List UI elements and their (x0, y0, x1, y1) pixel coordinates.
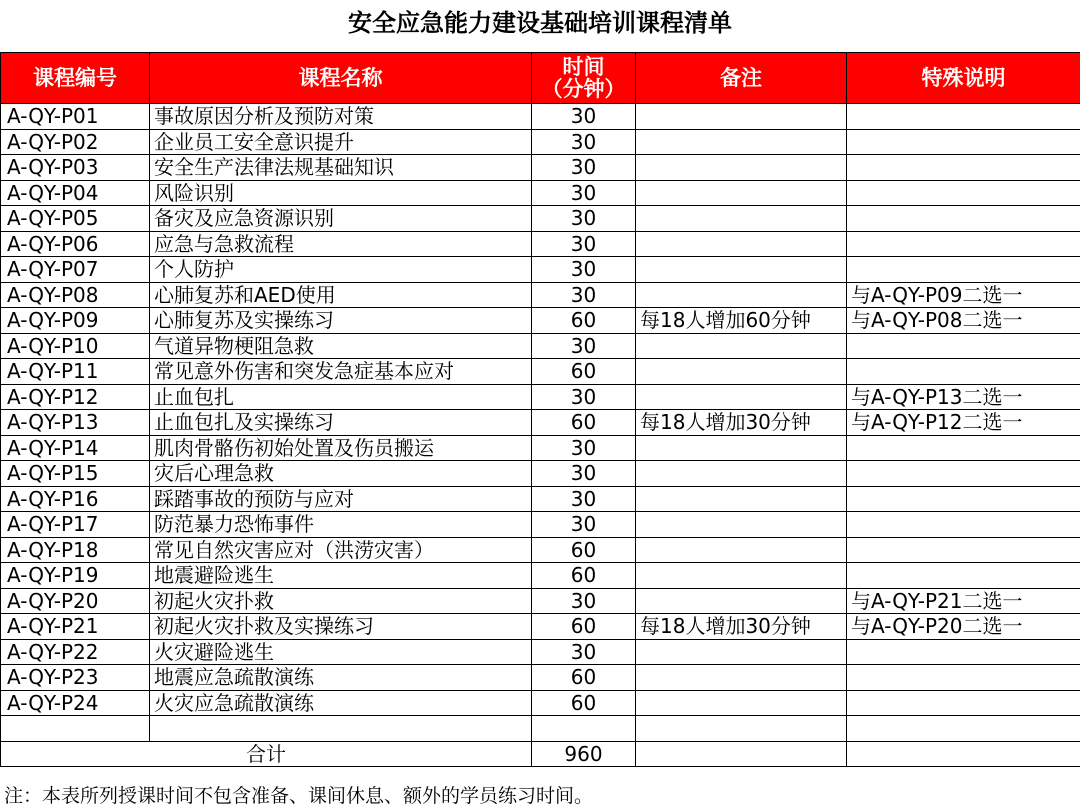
cell-duration: 60 (532, 537, 636, 563)
cell-course-name: 气道异物梗阻急救 (150, 333, 532, 359)
cell-special-note (847, 129, 1080, 155)
total-special-cell (847, 741, 1080, 767)
cell-course-code: A-QY-P20 (1, 588, 150, 614)
cell-note: 每18人增加30分钟 (636, 410, 847, 436)
cell-course-code: A-QY-P05 (1, 206, 150, 232)
cell-course-code: A-QY-P09 (1, 308, 150, 334)
cell-note (636, 512, 847, 538)
cell-note (636, 104, 847, 130)
cell-course-code: A-QY-P12 (1, 384, 150, 410)
cell-course-code: A-QY-P18 (1, 537, 150, 563)
table-row (1, 206, 1080, 232)
table-row (1, 716, 1080, 742)
header-special: 特殊说明 (847, 53, 1080, 104)
cell-course-name (150, 716, 532, 742)
cell-course-name: 常见自然灾害应对（洪涝灾害） (150, 537, 532, 563)
cell-course-name: 地震应急疏散演练 (150, 665, 532, 691)
cell-note (636, 359, 847, 385)
cell-note (636, 435, 847, 461)
cell-course-name: 初起火灾扑救及实操练习 (150, 614, 532, 640)
cell-course-code: A-QY-P10 (1, 333, 150, 359)
cell-note (636, 716, 847, 742)
cell-special-note (847, 333, 1080, 359)
table-header (1, 53, 1080, 104)
cell-course-code: A-QY-P08 (1, 282, 150, 308)
cell-course-name: 常见意外伤害和突发急症基本应对 (150, 359, 532, 385)
cell-course-name: 火灾应急疏散演练 (150, 690, 532, 716)
cell-duration: 60 (532, 563, 636, 589)
header-code: 课程编号 (1, 53, 150, 104)
cell-special-note (847, 563, 1080, 589)
cell-duration: 30 (532, 104, 636, 130)
cell-duration: 30 (532, 384, 636, 410)
cell-course-name: 初起火灾扑救 (150, 588, 532, 614)
cell-special-note: 与A-QY-P13二选一 (847, 384, 1080, 410)
cell-special-note (847, 512, 1080, 538)
cell-note (636, 180, 847, 206)
cell-note: 每18人增加60分钟 (636, 308, 847, 334)
cell-course-code: A-QY-P14 (1, 435, 150, 461)
cell-course-name: 心肺复苏和AED使用 (150, 282, 532, 308)
cell-course-name: 止血包扎 (150, 384, 532, 410)
cell-special-note (847, 537, 1080, 563)
total-row (1, 741, 1080, 767)
cell-course-code: A-QY-P15 (1, 461, 150, 487)
page-title: 安全应急能力建设基础培训课程清单 (348, 9, 732, 37)
cell-course-code: A-QY-P02 (1, 129, 150, 155)
cell-special-note (847, 461, 1080, 487)
cell-course-code: A-QY-P19 (1, 563, 150, 589)
cell-duration: 30 (532, 588, 636, 614)
cell-course-code (1, 716, 150, 742)
total-note-cell (636, 741, 847, 767)
cell-course-code: A-QY-P21 (1, 614, 150, 640)
cell-note (636, 537, 847, 563)
table-body (1, 104, 1080, 742)
cell-special-note: 与A-QY-P09二选一 (847, 282, 1080, 308)
total-label: 合计 (1, 741, 532, 767)
cell-duration: 30 (532, 180, 636, 206)
footnote: 注：本表所列授课时间不包含准备、课间休息、额外的学员练习时间。 (4, 785, 594, 807)
table-row (1, 435, 1080, 461)
cell-note (636, 486, 847, 512)
cell-special-note (847, 716, 1080, 742)
cell-course-code: A-QY-P13 (1, 410, 150, 436)
cell-course-name: 肌肉骨骼伤初始处置及伤员搬运 (150, 435, 532, 461)
cell-note (636, 129, 847, 155)
table-row (1, 333, 1080, 359)
cell-duration: 60 (532, 665, 636, 691)
table-row (1, 486, 1080, 512)
cell-duration: 60 (532, 359, 636, 385)
table-row (1, 359, 1080, 385)
cell-duration: 30 (532, 282, 636, 308)
cell-duration: 60 (532, 690, 636, 716)
cell-special-note: 与A-QY-P08二选一 (847, 308, 1080, 334)
header-time-line1: 时间 (562, 55, 605, 79)
cell-course-name: 防范暴力恐怖事件 (150, 512, 532, 538)
header-time (532, 53, 636, 104)
table-row (1, 129, 1080, 155)
cell-duration: 30 (532, 333, 636, 359)
table-row (1, 410, 1080, 436)
cell-course-name: 个人防护 (150, 257, 532, 283)
table-row (1, 231, 1080, 257)
cell-special-note (847, 359, 1080, 385)
cell-course-code: A-QY-P17 (1, 512, 150, 538)
cell-course-name: 备灾及应急资源识别 (150, 206, 532, 232)
cell-duration: 30 (532, 512, 636, 538)
table-row (1, 308, 1080, 334)
cell-course-code: A-QY-P24 (1, 690, 150, 716)
table-row (1, 104, 1080, 130)
cell-note (636, 206, 847, 232)
cell-special-note (847, 486, 1080, 512)
cell-note (636, 231, 847, 257)
cell-course-name: 安全生产法律法规基础知识 (150, 155, 532, 181)
table-row (1, 563, 1080, 589)
cell-special-note (847, 206, 1080, 232)
cell-duration: 60 (532, 614, 636, 640)
cell-duration (532, 716, 636, 742)
cell-course-code: A-QY-P11 (1, 359, 150, 385)
table-row (1, 665, 1080, 691)
cell-note (636, 563, 847, 589)
table-row (1, 384, 1080, 410)
header-name: 课程名称 (150, 53, 532, 104)
cell-special-note (847, 690, 1080, 716)
cell-course-name: 灾后心理急救 (150, 461, 532, 487)
cell-duration: 30 (532, 486, 636, 512)
cell-course-code: A-QY-P03 (1, 155, 150, 181)
cell-note (636, 690, 847, 716)
cell-duration: 30 (532, 231, 636, 257)
table-footer (1, 741, 1080, 767)
cell-duration: 30 (532, 257, 636, 283)
cell-special-note (847, 257, 1080, 283)
cell-note (636, 665, 847, 691)
cell-note (636, 257, 847, 283)
table-row (1, 155, 1080, 181)
cell-course-name: 火灾避险逃生 (150, 639, 532, 665)
table-row (1, 537, 1080, 563)
cell-duration: 30 (532, 435, 636, 461)
cell-course-code: A-QY-P04 (1, 180, 150, 206)
cell-note (636, 155, 847, 181)
cell-course-code: A-QY-P01 (1, 104, 150, 130)
cell-duration: 30 (532, 155, 636, 181)
cell-special-note (847, 665, 1080, 691)
cell-note: 每18人增加30分钟 (636, 614, 847, 640)
table-row (1, 282, 1080, 308)
table-row (1, 614, 1080, 640)
cell-special-note (847, 435, 1080, 461)
table-row (1, 639, 1080, 665)
cell-course-name: 地震避险逃生 (150, 563, 532, 589)
cell-duration: 60 (532, 308, 636, 334)
table-row (1, 257, 1080, 283)
cell-special-note: 与A-QY-P12二选一 (847, 410, 1080, 436)
cell-course-code: A-QY-P22 (1, 639, 150, 665)
cell-course-name: 事故原因分析及预防对策 (150, 104, 532, 130)
cell-course-name: 止血包扎及实操练习 (150, 410, 532, 436)
cell-duration: 30 (532, 639, 636, 665)
cell-duration: 30 (532, 461, 636, 487)
course-table (0, 52, 1080, 767)
header-time-line2: （分钟） (541, 77, 626, 101)
cell-course-name: 应急与急救流程 (150, 231, 532, 257)
total-time: 960 (532, 741, 636, 767)
cell-duration: 60 (532, 410, 636, 436)
cell-course-name: 踩踏事故的预防与应对 (150, 486, 532, 512)
cell-note (636, 461, 847, 487)
table-row (1, 690, 1080, 716)
table-row (1, 512, 1080, 538)
cell-note (636, 282, 847, 308)
cell-special-note (847, 104, 1080, 130)
cell-note (636, 588, 847, 614)
cell-special-note (847, 231, 1080, 257)
cell-course-name: 企业员工安全意识提升 (150, 129, 532, 155)
cell-note (636, 384, 847, 410)
cell-duration: 30 (532, 206, 636, 232)
cell-special-note: 与A-QY-P21二选一 (847, 588, 1080, 614)
cell-special-note (847, 180, 1080, 206)
table-row (1, 180, 1080, 206)
cell-note (636, 639, 847, 665)
cell-course-code: A-QY-P23 (1, 665, 150, 691)
cell-special-note: 与A-QY-P20二选一 (847, 614, 1080, 640)
cell-course-name: 心肺复苏及实操练习 (150, 308, 532, 334)
cell-course-code: A-QY-P16 (1, 486, 150, 512)
cell-course-name: 风险识别 (150, 180, 532, 206)
cell-note (636, 333, 847, 359)
header-note: 备注 (636, 53, 847, 104)
cell-course-code: A-QY-P07 (1, 257, 150, 283)
cell-duration: 30 (532, 129, 636, 155)
table-row (1, 588, 1080, 614)
cell-special-note (847, 155, 1080, 181)
table-row (1, 461, 1080, 487)
cell-special-note (847, 639, 1080, 665)
cell-course-code: A-QY-P06 (1, 231, 150, 257)
